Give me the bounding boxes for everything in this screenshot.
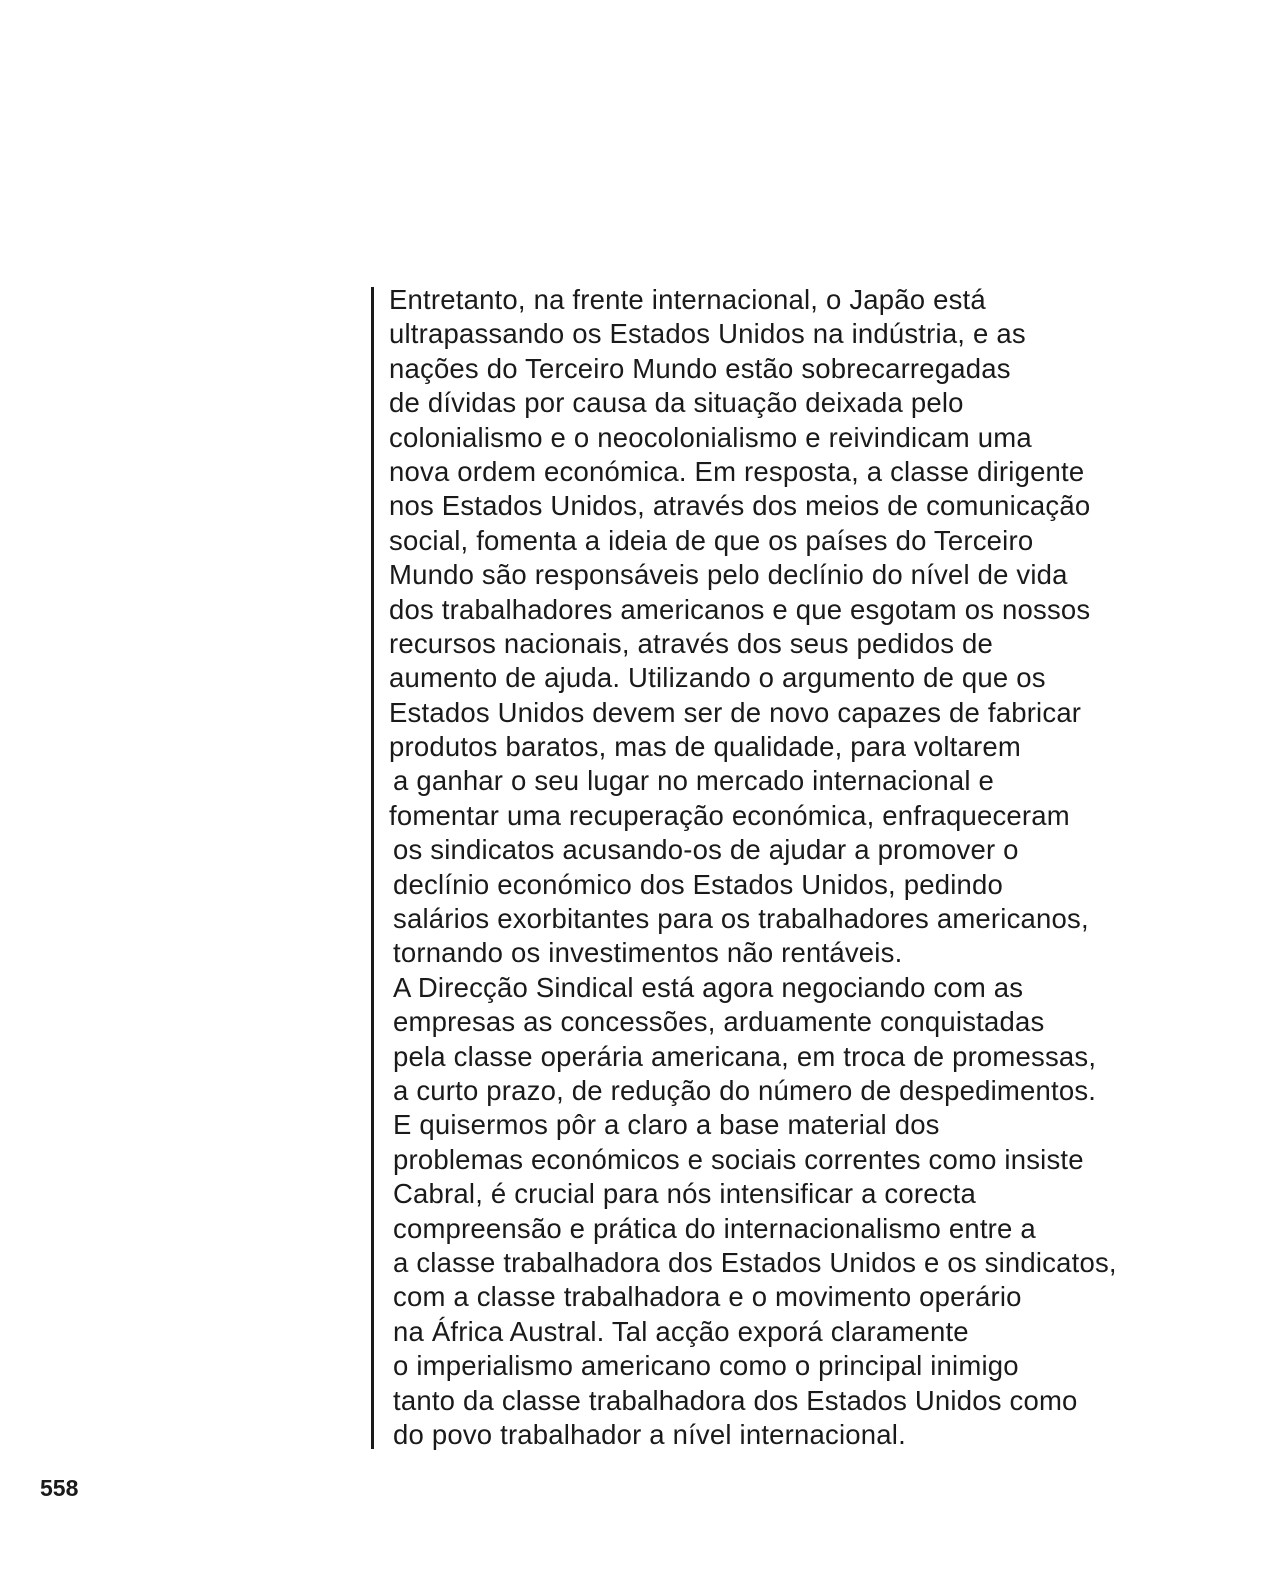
text-line: os sindicatos acusando-os de ajudar a promover o xyxy=(393,834,1019,866)
text-line: a ganhar o seu lugar no mercado internacional e xyxy=(393,765,995,797)
text-line: ultrapassando os Estados Unidos na indústria, e as xyxy=(389,318,1026,350)
text-line: Estados Unidos devem ser de novo capazes de fabricar xyxy=(389,696,1082,728)
text-line: do povo trabalhador a nível internacional. xyxy=(393,1418,906,1450)
text-line: fomentar uma recuperação económica, enfraqueceram xyxy=(389,799,1070,831)
text-line: dos trabalhadores americanos e que esgotam os nossos xyxy=(389,593,1091,625)
text-line: social, fomenta a ideia de que os países do Terceiro xyxy=(389,524,1034,556)
text-line: empresas as concessões, arduamente conquistadas xyxy=(393,1006,1045,1038)
text-line: a curto prazo, de redução do número de despedimentos. xyxy=(393,1074,1097,1106)
text-line: produtos baratos, mas de qualidade, para voltarem xyxy=(389,731,1021,763)
text-line: nos Estados Unidos, através dos meios de comunicação xyxy=(389,490,1091,522)
text-line: o imperialismo americano como o principal inimigo xyxy=(393,1350,1019,1382)
text-line: nações do Terceiro Mundo estão sobrecarregadas xyxy=(389,352,1011,384)
paragraph xyxy=(389,283,1229,971)
body-text xyxy=(389,283,1229,1452)
page-number: 558 xyxy=(40,1475,79,1501)
text-line: recursos nacionais, através dos seus pedidos de xyxy=(389,627,994,659)
text-line: aumento de ajuda. Utilizando o argumento de que os xyxy=(389,662,1046,694)
text-line: salários exorbitantes para os trabalhadores americanos, xyxy=(393,903,1089,935)
text-line: tornando os investimentos não rentáveis. xyxy=(393,937,903,969)
text-line: A Direcção Sindical está agora negociando com as xyxy=(393,971,1024,1003)
text-line: Mundo são responsáveis pelo declínio do nível de vida xyxy=(389,559,1068,591)
text-line: compreensão e prática do internacionalismo entre a xyxy=(393,1212,1036,1244)
text-line: pela classe operária americana, em troca de promessas, xyxy=(393,1040,1097,1072)
text-line: E quisermos pôr a claro a base material dos xyxy=(393,1109,940,1141)
margin-rule xyxy=(371,287,374,1449)
text-line: tanto da classe trabalhadora dos Estados Unidos como xyxy=(393,1384,1078,1416)
paragraph xyxy=(389,971,1229,1452)
text-line: na África Austral. Tal acção exporá claramente xyxy=(393,1315,969,1347)
text-line: colonialismo e o neocolonialismo e reivindicam uma xyxy=(389,421,1032,453)
text-line: nova ordem económica. Em resposta, a classe dirigente xyxy=(389,455,1085,487)
text-line: com a classe trabalhadora e o movimento operário xyxy=(393,1281,1022,1313)
text-line: de dívidas por causa da situação deixada pelo xyxy=(389,387,964,419)
text-line: Cabral, é crucial para nós intensificar a corecta xyxy=(393,1178,976,1210)
text-line: declínio económico dos Estados Unidos, pedindo xyxy=(393,868,1003,900)
text-line: Entretanto, na frente internacional, o Japão está xyxy=(389,284,986,315)
text-line: problemas económicos e sociais correntes como insiste xyxy=(393,1143,1084,1175)
text-line: a classe trabalhadora dos Estados Unidos e os sindicatos, xyxy=(393,1246,1117,1278)
